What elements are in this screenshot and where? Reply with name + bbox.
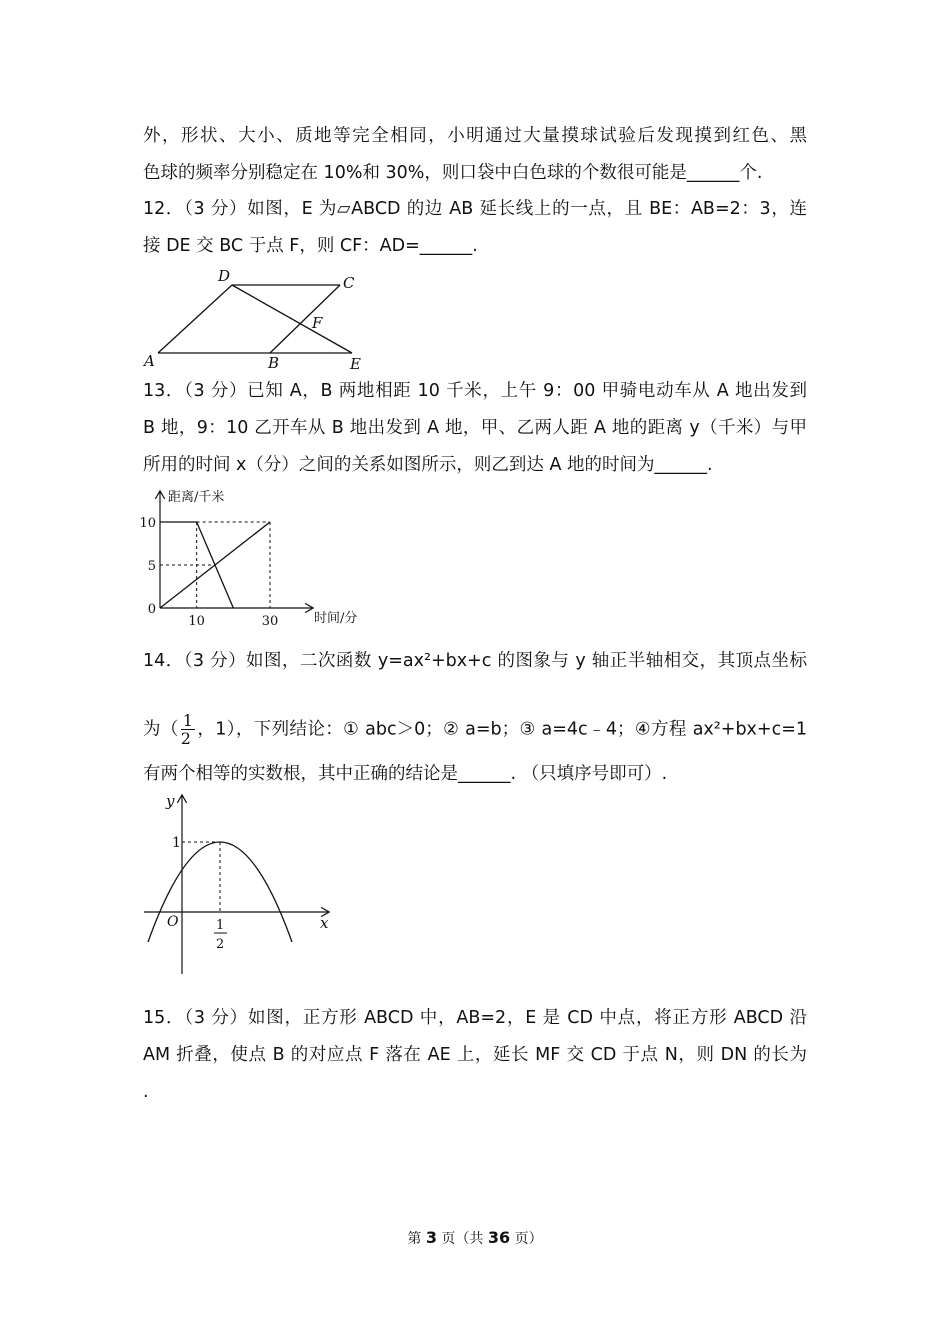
page-footer: 第 3 页（共 36 页） xyxy=(407,1228,543,1247)
q12-line1: 12．（3 分）如图，E 为▱ABCD 的边 AB 延长线上的一点，且 BE：AB=2：3，连 xyxy=(143,199,807,219)
distance-time-chart xyxy=(140,484,380,632)
q15-line3: . xyxy=(143,1082,149,1102)
x-axis-label: x xyxy=(320,914,329,932)
vertex-x-fraction: $\frac{1}{2}$ xyxy=(180,712,193,744)
q14-line2-post: ，1），下列结论：① abc＞0；② a=b；③ a=4c﹣4；④方程 ax²+bx+c=1 xyxy=(196,719,807,740)
q13-line1: 13．（3 分）已知 A，B 两地相距 10 千米，上午 9：00 甲骑电动车从 A 地出发到 xyxy=(143,381,807,401)
y-tick-1: 1 xyxy=(172,835,181,851)
parabola-figure xyxy=(140,790,340,976)
q12-line2: 接 DE 交 BC 于点 F，则 CF：AD=______. xyxy=(143,236,478,256)
q13-line3: 所用的时间 x（分）之间的关系如图所示，则乙到达 A 地的时间为______. xyxy=(143,455,713,475)
q14-line2 xyxy=(143,712,807,744)
segment-bc xyxy=(270,285,340,353)
segment-de xyxy=(232,285,352,353)
parallelogram-figure xyxy=(140,265,370,375)
y-axis-label: 距离/千米 xyxy=(168,490,225,505)
label-f: F xyxy=(312,314,323,332)
label-a: A xyxy=(144,352,155,370)
label-c: C xyxy=(343,274,355,292)
total-pages: 36 xyxy=(487,1228,511,1247)
label-b: B xyxy=(268,354,280,372)
y-tick-label-5: 5 xyxy=(147,559,156,574)
y-tick-label-10: 10 xyxy=(140,516,156,531)
current-page: 3 xyxy=(425,1228,437,1247)
label-d: D xyxy=(218,267,231,285)
q14-line2-pre: 为（ xyxy=(143,719,179,740)
x-tick-label-30: 30 xyxy=(261,614,279,629)
x-tick-half-den: 2 xyxy=(216,937,225,952)
q11-line1: 外，形状、大小、质地等完全相同，小明通过大量摸球试验后发现摸到红色、黑 xyxy=(143,126,807,146)
y-axis-label: y xyxy=(166,792,175,810)
q15-line2: AM 折叠，使点 B 的对应点 F 落在 AE 上，延长 MF 交 CD 于点 N，则 DN 的长为 xyxy=(143,1045,807,1065)
q14-line3: 有两个相等的实数根，其中正确的结论是______. （只填序号即可）. xyxy=(143,764,668,784)
q13-line2: B 地，9：10 乙开车从 B 地出发到 A 地，甲、乙两人距 A 地的距离 y（千米）与甲 xyxy=(143,418,807,438)
y-tick-label-0: 0 xyxy=(147,602,156,617)
x-tick-label-10: 10 xyxy=(188,614,205,629)
origin-label: O xyxy=(167,914,179,930)
x-axis-label: 时间/分 xyxy=(314,611,358,626)
x-tick-half-num: 1 xyxy=(216,918,225,933)
q11-line2: 色球的频率分别稳定在 10%和 30%，则口袋中白色球的个数很可能是______个. xyxy=(143,163,763,183)
segment-ad xyxy=(158,285,232,353)
q15-line1: 15．（3 分）如图，正方形 ABCD 中，AB=2，E 是 CD 中点，将正方形 ABCD 沿 xyxy=(143,1008,807,1028)
q14-line1: 14．（3 分）如图，二次函数 y=ax²+bx+c 的图象与 y 轴正半轴相交，其顶点坐标 xyxy=(143,651,807,671)
label-e: E xyxy=(350,355,361,373)
